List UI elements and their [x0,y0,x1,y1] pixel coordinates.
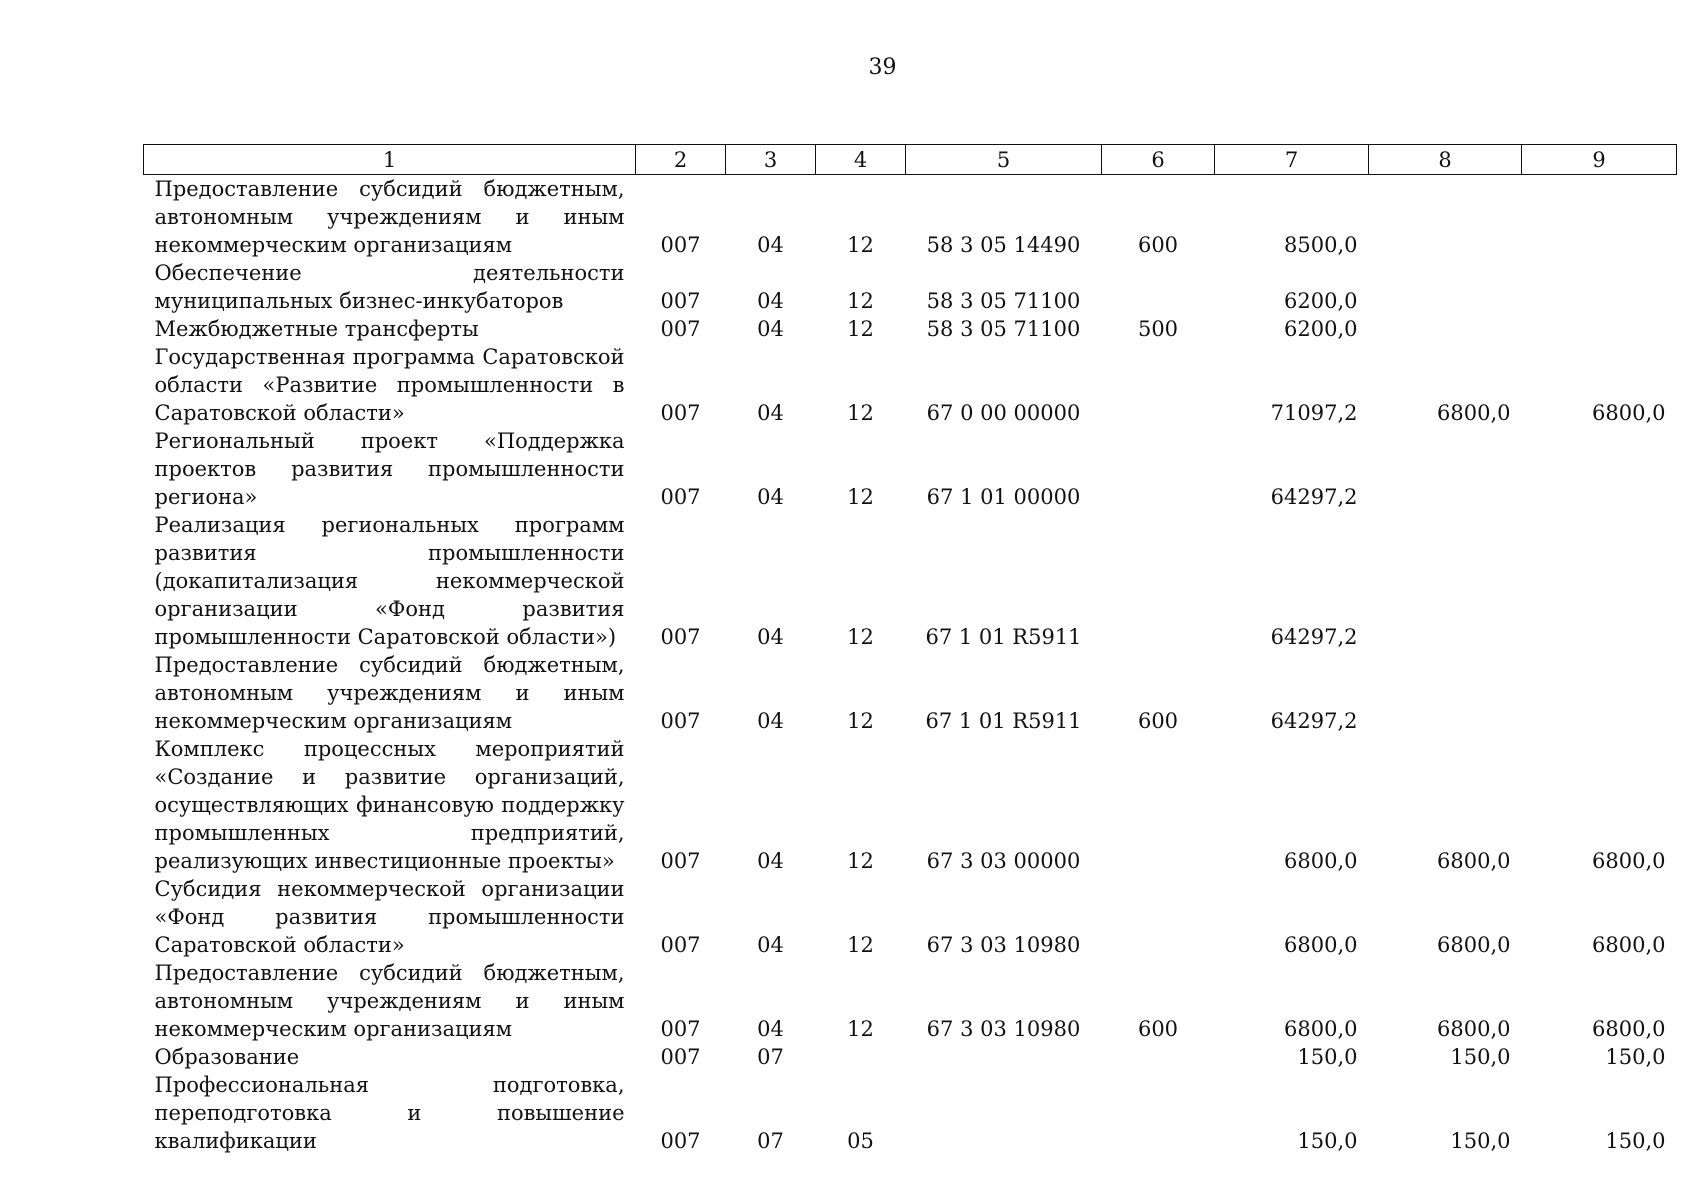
table-row [144,511,1677,651]
cell-amount-col8: 6800,0 [1437,933,1511,957]
cell-section: 07 [757,1045,784,1069]
cell-amount-col9: 150,0 [1605,1045,1666,1069]
cell-amount-col8 [1369,175,1522,260]
cell-subsection: 12 [847,401,874,425]
cell-amount-col9 [1522,511,1677,651]
cell-admin-code: 007 [660,317,701,341]
cell-expense-type [1102,1071,1215,1155]
cell-target-article: 67 3 03 00000 [926,849,1081,873]
page-number: 39 [868,55,897,80]
cell-amount-col8 [1369,427,1522,511]
cell-section: 04 [757,625,784,649]
cell-subsection: 12 [847,485,874,509]
cell-subsection: 12 [847,233,874,257]
cell-amount-col7: 64297,2 [1270,625,1358,649]
cell-target-article [906,1043,1102,1071]
table-row [144,175,1677,260]
table-row [144,1043,1677,1071]
cell-amount-col9: 6800,0 [1592,401,1666,425]
cell-subsection: 12 [847,289,874,313]
cell-section: 04 [757,233,784,257]
cell-expense-type: 600 [1137,233,1179,257]
table-row [144,651,1677,735]
cell-amount-col9 [1522,175,1677,260]
cell-amount-col8 [1369,315,1522,343]
row-name: Субсидия некоммерческой организации «Фонд развития промышленности Саратовской области» [154,877,625,957]
cell-expense-type [1102,1043,1215,1071]
table-row [144,959,1677,1043]
cell-amount-col8 [1369,259,1522,315]
row-name: Предоставление субсидий бюджетным, автономным учреждениям и иным некоммерческим организациям [154,177,625,257]
cell-amount-col9: 6800,0 [1592,1017,1666,1041]
cell-amount-col8: 150,0 [1450,1045,1511,1069]
table-body [144,175,1677,1156]
cell-admin-code: 007 [660,709,701,733]
cell-subsection: 12 [847,1017,874,1041]
cell-expense-type [1102,259,1215,315]
cell-amount-col8: 6800,0 [1437,1017,1511,1041]
column-header: 5 [906,145,1102,175]
cell-admin-code: 007 [660,1129,701,1153]
row-name: Комплекс процессных мероприятий «Создание и развитие организаций, осуществляющих финансовую поддержку промышленных предприятий, реализующих инвестиционные проекты» [154,737,625,873]
row-name: Предоставление субсидий бюджетным, автономным учреждениям и иным некоммерческим организациям [154,961,625,1041]
cell-target-article: 67 3 03 10980 [926,1017,1081,1041]
budget-table [143,144,1677,1155]
cell-admin-code: 007 [660,233,701,257]
cell-target-article: 58 3 05 71100 [926,317,1081,341]
cell-subsection: 12 [847,933,874,957]
cell-amount-col9 [1522,259,1677,315]
cell-section: 04 [757,401,784,425]
cell-subsection: 12 [847,625,874,649]
cell-amount-col7: 6800,0 [1284,1017,1358,1041]
cell-amount-col9: 6800,0 [1592,933,1666,957]
cell-section: 04 [757,1017,784,1041]
cell-expense-type [1102,427,1215,511]
cell-section: 04 [757,485,784,509]
cell-amount-col8 [1369,651,1522,735]
cell-target-article: 67 1 01 R5911 [925,625,1082,649]
header-row [144,145,1677,175]
table-row [144,427,1677,511]
table-row [144,875,1677,959]
cell-subsection: 12 [847,317,874,341]
cell-section: 04 [757,933,784,957]
cell-amount-col9: 6800,0 [1592,849,1666,873]
cell-target-article: 58 3 05 71100 [926,289,1081,313]
cell-amount-col7: 6200,0 [1284,317,1358,341]
cell-section: 07 [757,1129,784,1153]
cell-expense-type [1102,343,1215,427]
cell-admin-code: 007 [660,401,701,425]
cell-subsection: 12 [847,849,874,873]
cell-admin-code: 007 [660,933,701,957]
column-header: 6 [1102,145,1215,175]
cell-amount-col7: 64297,2 [1270,709,1358,733]
cell-target-article [906,1071,1102,1155]
row-name: Государственная программа Саратовской области «Развитие промышленности в Саратовской области» [154,345,625,425]
cell-amount-col7: 150,0 [1297,1045,1358,1069]
cell-target-article: 67 1 01 R5911 [925,709,1082,733]
column-header: 8 [1369,145,1522,175]
cell-amount-col8: 6800,0 [1437,849,1511,873]
cell-amount-col7: 64297,2 [1270,485,1358,509]
cell-target-article: 67 1 01 00000 [926,485,1081,509]
row-name: Образование [154,1045,300,1069]
cell-amount-col7: 6800,0 [1284,933,1358,957]
cell-amount-col9 [1522,315,1677,343]
cell-section: 04 [757,317,784,341]
row-name: Профессиональная подготовка, переподготовка и повышение квалификации [154,1073,625,1153]
cell-amount-col7: 71097,2 [1270,401,1358,425]
cell-subsection [816,1043,906,1071]
row-name: Реализация региональных программ развития промышленности (докапитализация некоммерческой организации «Фонд развития промышленности Саратовской области») [154,513,625,649]
cell-admin-code: 007 [660,485,701,509]
cell-amount-col7: 8500,0 [1284,233,1358,257]
cell-amount-col8: 150,0 [1450,1129,1511,1153]
column-header: 7 [1215,145,1369,175]
cell-amount-col7: 150,0 [1297,1129,1358,1153]
cell-subsection: 05 [847,1129,874,1153]
cell-expense-type: 600 [1137,1017,1179,1041]
cell-expense-type [1102,511,1215,651]
cell-target-article: 58 3 05 14490 [926,233,1081,257]
cell-expense-type [1102,875,1215,959]
table-row [144,259,1677,315]
cell-target-article: 67 0 00 00000 [926,401,1081,425]
cell-section: 04 [757,849,784,873]
row-name: Региональный проект «Поддержка проектов развития промышленности региона» [154,429,625,509]
cell-amount-col8 [1369,511,1522,651]
table-row [144,343,1677,427]
cell-admin-code: 007 [660,1017,701,1041]
cell-section: 04 [757,709,784,733]
cell-target-article: 67 3 03 10980 [926,933,1081,957]
cell-subsection: 12 [847,709,874,733]
cell-amount-col7: 6200,0 [1284,289,1358,313]
cell-section: 04 [757,289,784,313]
row-name: Межбюджетные трансферты [154,317,479,341]
table-row [144,1071,1677,1155]
table-row [144,735,1677,875]
row-name: Обеспечение деятельности муниципальных бизнес-инкубаторов [154,261,625,313]
cell-admin-code: 007 [660,625,701,649]
column-header: 2 [636,145,726,175]
cell-expense-type: 600 [1137,709,1179,733]
cell-expense-type: 500 [1137,317,1179,341]
cell-admin-code: 007 [660,1045,701,1069]
row-name: Предоставление субсидий бюджетным, автономным учреждениям и иным некоммерческим организациям [154,653,625,733]
cell-admin-code: 007 [660,289,701,313]
cell-admin-code: 007 [660,849,701,873]
cell-amount-col9: 150,0 [1605,1129,1666,1153]
cell-amount-col9 [1522,427,1677,511]
column-header: 4 [816,145,906,175]
cell-amount-col9 [1522,651,1677,735]
column-header: 9 [1522,145,1677,175]
column-header: 3 [726,145,816,175]
cell-expense-type [1102,735,1215,875]
column-header: 1 [144,145,636,175]
cell-amount-col8: 6800,0 [1437,401,1511,425]
cell-amount-col7: 6800,0 [1284,849,1358,873]
table-row [144,315,1677,343]
